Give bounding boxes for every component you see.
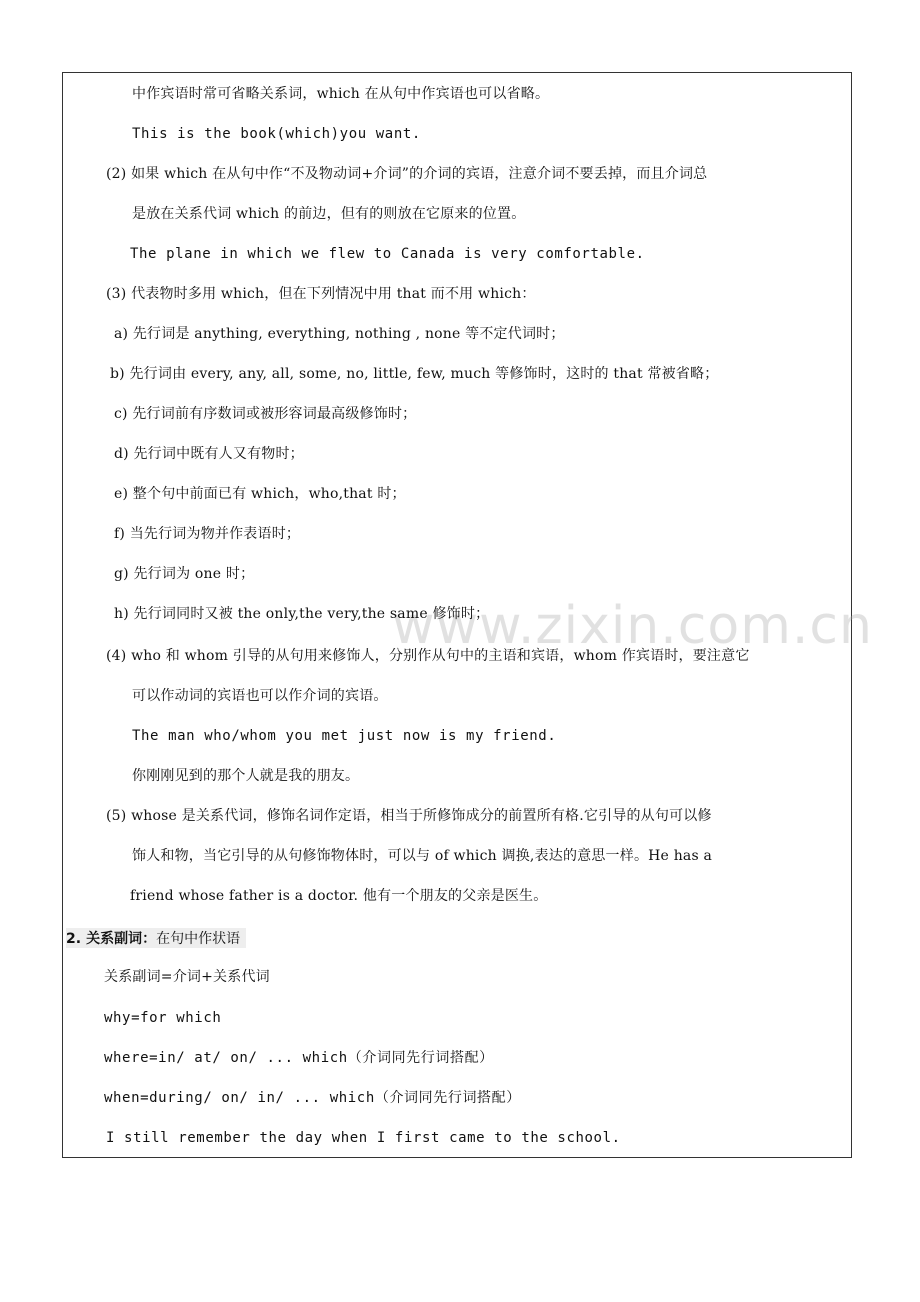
sub-item-h: h) 先行词同时又被 the only,the very,the same 修饰时； <box>114 606 490 622</box>
text-line: 是放在关系代词 which 的前边，但有的则放在它原来的位置。 <box>132 206 526 222</box>
rule-item-3: (3) 代表物时多用 which，但在下列情况中用 that 而不用 which： <box>106 286 536 302</box>
section-heading <box>66 928 246 948</box>
sub-item-f: f) 当先行词为物并作表语时； <box>114 526 301 542</box>
formula-line: when=during/ on/ in/ ... which（介词同先行词搭配） <box>104 1090 521 1106</box>
example-sentence: I still remember the day when I first came to the school. <box>106 1130 621 1146</box>
text-line: 可以作动词的宾语也可以作介词的宾语。 <box>132 688 388 704</box>
text-line: 关系副词=介词+关系代词 <box>104 969 270 985</box>
section-title: 关系副词： <box>86 931 157 947</box>
sub-item-e: e) 整个句中前面已有 which，who,that 时； <box>114 486 406 502</box>
formula-line: where=in/ at/ on/ ... which（介词同先行词搭配） <box>104 1050 494 1066</box>
sub-item-c: c) 先行词前有序数词或被形容词最高级修饰时； <box>114 406 417 422</box>
example-sentence: The man who/whom you met just now is my friend. <box>132 728 557 744</box>
text-line: 饰人和物，当它引导的从句修饰物体时，可以与 of which 调换,表达的意思一样。He has a <box>132 848 713 864</box>
sub-item-g: g) 先行词为 one 时； <box>114 566 255 582</box>
example-sentence: friend whose father is a doctor. 他有一个朋友的父亲是医生。 <box>130 888 548 904</box>
formula-line: why=for which <box>104 1010 222 1026</box>
rule-item-5: (5) whose 是关系代词，修饰名词作定语，相当于所修饰成分的前置所有格.它引导的从句可以修 <box>106 808 712 824</box>
section-number: 2. <box>66 931 82 947</box>
rule-item-2: (2) 如果 which 在从句中作“不及物动词+介词”的介词的宾语，注意介词不要丢掉，而且介词总 <box>106 166 708 182</box>
example-sentence: The plane in which we flew to Canada is very comfortable. <box>130 246 645 262</box>
watermark: www.zixin.com.cn <box>392 596 873 656</box>
sub-item-a: a) 先行词是 anything, everything, nothing , none 等不定代词时； <box>114 326 565 342</box>
rule-item-4: (4) who 和 whom 引导的从句用来修饰人，分别作从句中的主语和宾语，whom 作宾语时，要注意它 <box>106 648 750 664</box>
example-translation: 你刚刚见到的那个人就是我的朋友。 <box>132 768 360 784</box>
section-subtitle: 在句中作状语 <box>156 931 241 947</box>
example-sentence: This is the book(which)you want. <box>132 126 421 142</box>
sub-item-b: b) 先行词由 every, any, all, some, no, little, few, much 等修饰时，这时的 that 常被省略； <box>110 366 719 382</box>
text-line: 中作宾语时常可省略关系词，which 在从句中作宾语也可以省略。 <box>132 86 550 102</box>
sub-item-d: d) 先行词中既有人又有物时； <box>114 446 304 462</box>
